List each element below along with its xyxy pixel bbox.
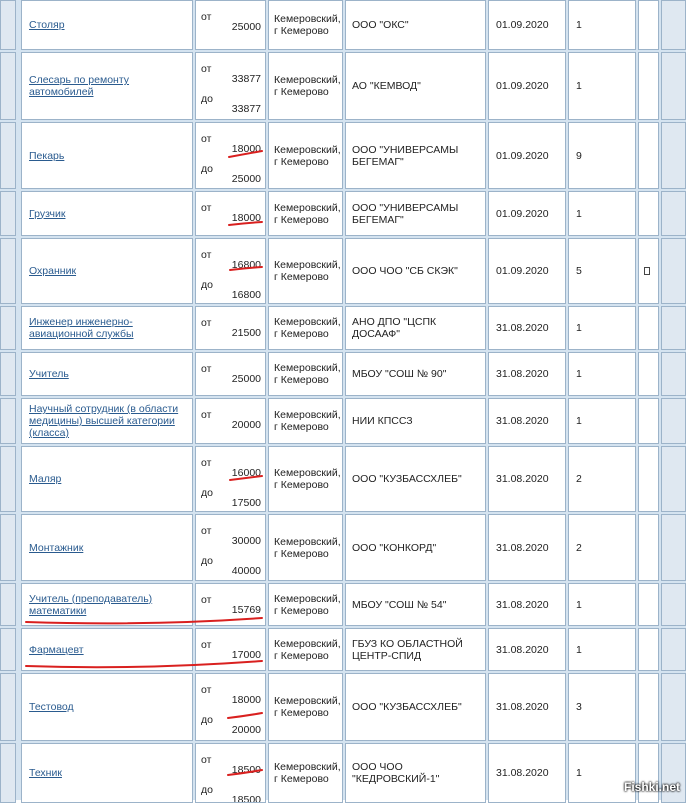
left-margin-cell: [0, 446, 16, 512]
location-cell: [268, 306, 343, 350]
date-cell: [488, 743, 566, 803]
employer-cell: [345, 743, 486, 803]
table-row: [0, 673, 686, 741]
left-margin-cell: [0, 306, 16, 350]
vacancy-count-cell: [568, 352, 636, 396]
salary-to-value: 20000: [231, 724, 261, 736]
salary-from-label: от: [201, 63, 212, 75]
vacancy-title-cell: [21, 628, 193, 671]
salary-from-value: 15769: [231, 604, 261, 616]
salary-cell: [195, 398, 266, 444]
right-margin-cell: [661, 52, 686, 120]
date-text: 31.08.2020: [496, 322, 549, 334]
employer-text: ООО "ОКС": [352, 19, 409, 31]
salary-to-value: 40000: [231, 565, 261, 577]
vacancy-count-cell: [568, 514, 636, 581]
date-cell: [488, 398, 566, 444]
employer-cell: [345, 398, 486, 444]
vacancy-count-text: 1: [576, 80, 582, 92]
employer-cell: [345, 673, 486, 741]
extra-cell: [638, 0, 659, 50]
right-margin-cell: [661, 514, 686, 581]
vacancy-count-text: 9: [576, 149, 582, 162]
salary-from-value: 18000: [231, 143, 261, 155]
salary-from-label: от: [201, 754, 212, 766]
extra-cell: [638, 122, 659, 189]
employer-text: МБОУ "СОШ № 90": [352, 368, 447, 380]
vacancy-title-wrap: [29, 208, 188, 220]
salary-from-value: 18500: [231, 764, 261, 776]
date-cell: [488, 0, 566, 50]
salary-from-value: 30000: [231, 535, 261, 547]
right-margin-cell: [661, 583, 686, 626]
location-text: Кемеровский, г Кемерово: [274, 592, 341, 617]
employer-cell: [345, 306, 486, 350]
employer-text: НИИ КПССЗ: [352, 415, 413, 427]
vacancy-title-link[interactable]: Инженер инженерно-авиационной службы: [29, 316, 134, 340]
table-row: [0, 352, 686, 396]
salary-cell: [195, 191, 266, 236]
vacancy-title-wrap: [29, 403, 188, 439]
salary-cell: [195, 0, 266, 50]
date-cell: [488, 514, 566, 581]
extra-cell: [638, 191, 659, 236]
vacancy-title-link[interactable]: Учитель (преподаватель) математики: [29, 592, 153, 617]
extra-cell: [638, 628, 659, 671]
salary-to-value: 16800: [231, 289, 261, 301]
employer-cell: [345, 352, 486, 396]
employer-cell: [345, 583, 486, 626]
left-margin-cell: [0, 673, 16, 741]
vacancy-title-link[interactable]: Пекарь: [29, 149, 65, 162]
salary-from-label: от: [201, 133, 212, 145]
vacancy-title-cell: [21, 583, 193, 626]
date-cell: [488, 52, 566, 120]
vacancy-count-cell: [568, 238, 636, 304]
location-cell: [268, 673, 343, 741]
salary-from-label: от: [201, 684, 212, 696]
vacancy-title-link[interactable]: Маляр: [29, 473, 62, 485]
employer-text: МБОУ "СОШ № 54": [352, 598, 447, 611]
vacancy-title-link[interactable]: Техник: [29, 767, 62, 779]
vacancy-count-text: 5: [576, 265, 582, 277]
vacancy-title-wrap: [29, 701, 188, 713]
salary-from-label: от: [201, 363, 212, 375]
salary-to-value: 17500: [231, 497, 261, 509]
vacancy-title-cell: [21, 191, 193, 236]
date-cell: [488, 628, 566, 671]
date-text: 01.09.2020: [496, 265, 549, 277]
vacancy-count-text: 3: [576, 701, 582, 713]
vacancy-title-wrap: [29, 316, 188, 340]
salary-to-label: до: [201, 487, 213, 499]
vacancy-title-link[interactable]: Учитель: [29, 368, 69, 380]
location-text: Кемеровский, г Кемерово: [274, 316, 341, 340]
employer-text: ООО "КОНКОРД": [352, 541, 437, 554]
vacancy-title-wrap: [29, 150, 188, 162]
left-margin-cell: [0, 628, 16, 671]
table-row: [0, 398, 686, 444]
vacancy-count-cell: [568, 191, 636, 236]
salary-cell: [195, 446, 266, 512]
table-row: [0, 52, 686, 120]
table-row: [0, 191, 686, 236]
location-text: Кемеровский, г Кемерово: [274, 13, 341, 37]
vacancy-title-link[interactable]: Научный сотрудник (в области медицины) высшей категории (класса): [29, 403, 179, 439]
extra-cell: [638, 673, 659, 741]
vacancy-count-cell: [568, 52, 636, 120]
extra-cell: [638, 52, 659, 120]
left-margin-cell: [0, 583, 16, 626]
vacancy-title-wrap: [29, 593, 188, 617]
salary-from-value: 18000: [231, 212, 261, 224]
vacancy-count-cell: [568, 0, 636, 50]
salary-from-value: 17000: [231, 649, 261, 661]
vacancy-count-text: 1: [576, 368, 582, 380]
date-cell: [488, 191, 566, 236]
vacancy-title-wrap: [29, 644, 188, 656]
vacancy-count-cell: [568, 673, 636, 741]
vacancy-count-text: 1: [576, 322, 582, 334]
location-text: Кемеровский, г Кемерово: [274, 74, 341, 98]
salary-from-label: от: [201, 457, 212, 469]
vacancy-title-cell: [21, 514, 193, 581]
salary-cell: [195, 583, 266, 626]
location-cell: [268, 514, 343, 581]
left-margin-cell: [0, 238, 16, 304]
location-text: Кемеровский, г Кемерово: [274, 362, 341, 386]
salary-from-value: 25000: [231, 373, 261, 385]
vacancy-title-cell: [21, 52, 193, 120]
vacancy-count-cell: [568, 306, 636, 350]
salary-from-label: от: [201, 202, 212, 214]
vacancy-title-wrap: [29, 74, 188, 98]
employer-text: ООО "УНИВЕРСАМЫ БЕГЕМАГ": [352, 143, 459, 168]
vacancy-title-wrap: [29, 473, 188, 485]
salary-from-value: 21500: [231, 327, 261, 339]
salary-from-value: 33877: [231, 73, 261, 85]
date-text: 31.08.2020: [496, 598, 549, 611]
vacancy-title-wrap: [29, 767, 188, 779]
salary-cell: [195, 52, 266, 120]
date-text: 31.08.2020: [496, 473, 549, 485]
date-text: 31.08.2020: [496, 415, 549, 427]
salary-to-label: до: [201, 784, 213, 796]
date-text: 31.08.2020: [496, 368, 549, 380]
vacancy-title-cell: [21, 743, 193, 803]
location-cell: [268, 743, 343, 803]
location-text: Кемеровский, г Кемерово: [274, 695, 341, 719]
salary-cell: [195, 352, 266, 396]
location-cell: [268, 238, 343, 304]
location-cell: [268, 446, 343, 512]
date-text: 01.09.2020: [496, 80, 549, 92]
vacancy-title-cell: [21, 673, 193, 741]
vacancy-title-link[interactable]: Грузчик: [29, 207, 66, 220]
salary-to-label: до: [201, 279, 213, 291]
date-cell: [488, 306, 566, 350]
vacancy-title-link[interactable]: Монтажник: [29, 541, 84, 554]
right-margin-cell: [661, 122, 686, 189]
salary-cell: [195, 306, 266, 350]
date-cell: [488, 352, 566, 396]
vacancy-count-text: 1: [576, 19, 582, 31]
vacancy-title-wrap: [29, 542, 188, 554]
salary-cell: [195, 514, 266, 581]
vacancy-title-link[interactable]: Охранник: [29, 265, 77, 277]
salary-from-value: 25000: [231, 21, 261, 33]
location-cell: [268, 352, 343, 396]
location-text: Кемеровский, г Кемерово: [274, 467, 341, 491]
location-cell: [268, 191, 343, 236]
date-cell: [488, 238, 566, 304]
table-row: [0, 514, 686, 581]
vacancy-count-text: 1: [576, 207, 582, 220]
employer-text: ГБУЗ КО ОБЛАСТНОЙ ЦЕНТР-СПИД: [352, 637, 463, 662]
vacancy-title-cell: [21, 122, 193, 189]
employer-text: ООО "КУЗБАССХЛЕБ": [352, 701, 462, 713]
vacancy-title-link[interactable]: Слесарь по ремонту автомобилей: [29, 74, 130, 98]
vacancy-title-cell: [21, 446, 193, 512]
vacancy-count-cell: [568, 743, 636, 803]
location-text: Кемеровский, г Кемерово: [274, 201, 341, 226]
employer-cell: [345, 238, 486, 304]
employer-text: ООО "УНИВЕРСАМЫ БЕГЕМАГ": [352, 201, 459, 226]
location-cell: [268, 628, 343, 671]
location-text: Кемеровский, г Кемерово: [274, 761, 341, 785]
right-margin-cell: [661, 0, 686, 50]
employer-text: ООО ЧОО "СБ СКЭК": [352, 265, 458, 277]
date-cell: [488, 446, 566, 512]
date-text: 31.08.2020: [496, 767, 549, 779]
salary-from-value: 18000: [231, 694, 261, 706]
salary-from-label: от: [201, 525, 212, 537]
location-cell: [268, 0, 343, 50]
right-margin-cell: [661, 673, 686, 741]
employer-cell: [345, 514, 486, 581]
vacancy-title-link[interactable]: Фармацевт: [29, 643, 84, 656]
location-cell: [268, 52, 343, 120]
vacancy-count-cell: [568, 122, 636, 189]
salary-to-label: до: [201, 93, 213, 105]
right-margin-cell: [661, 191, 686, 236]
date-cell: [488, 583, 566, 626]
vacancy-count-text: 1: [576, 643, 582, 656]
salary-to-label: до: [201, 555, 213, 567]
location-cell: [268, 398, 343, 444]
right-margin-cell: [661, 352, 686, 396]
salary-from-value: 16800: [231, 259, 261, 271]
salary-cell: [195, 628, 266, 671]
left-margin-cell: [0, 122, 16, 189]
left-margin-cell: [0, 398, 16, 444]
salary-to-value: 18500: [231, 794, 261, 803]
salary-to-value: 25000: [231, 173, 261, 185]
table-row: [0, 238, 686, 304]
salary-from-label: от: [201, 11, 212, 23]
date-text: 01.09.2020: [496, 19, 549, 31]
date-text: 01.09.2020: [496, 149, 549, 162]
salary-to-label: до: [201, 714, 213, 726]
salary-from-label: от: [201, 409, 212, 421]
salary-to-value: 33877: [231, 103, 261, 115]
extra-cell: [638, 352, 659, 396]
vacancy-count-cell: [568, 446, 636, 512]
vacancy-count-text: 1: [576, 415, 582, 427]
date-text: 01.09.2020: [496, 207, 549, 220]
date-text: 31.08.2020: [496, 643, 549, 656]
salary-from-value: 16000: [231, 467, 261, 479]
table-row: [0, 122, 686, 189]
salary-cell: [195, 673, 266, 741]
date-text: 31.08.2020: [496, 701, 549, 713]
salary-to-label: до: [201, 163, 213, 175]
employer-cell: [345, 0, 486, 50]
vacancy-title-cell: [21, 398, 193, 444]
vacancy-count-text: 2: [576, 541, 582, 554]
date-cell: [488, 673, 566, 741]
vacancy-title-cell: [21, 0, 193, 50]
extra-cell: [638, 743, 659, 803]
vacancy-title-wrap: [29, 368, 188, 380]
extra-cell: [638, 446, 659, 512]
extra-cell: [638, 306, 659, 350]
watermark: Fishki.net: [623, 780, 680, 794]
location-text: Кемеровский, г Кемерово: [274, 637, 341, 662]
table-row: [0, 446, 686, 512]
location-text: Кемеровский, г Кемерово: [274, 409, 341, 433]
table-row: [0, 743, 686, 803]
vacancy-count-text: 1: [576, 767, 582, 779]
employer-text: ООО ЧОО "КЕДРОВСКИЙ-1": [352, 761, 440, 785]
salary-from-label: от: [201, 594, 212, 606]
salary-cell: [195, 238, 266, 304]
left-margin-cell: [0, 52, 16, 120]
salary-cell: [195, 122, 266, 189]
vacancy-title-cell: [21, 306, 193, 350]
extra-cell: [638, 514, 659, 581]
location-cell: [268, 583, 343, 626]
salary-from-label: от: [201, 317, 212, 329]
salary-cell: [195, 743, 266, 803]
table-row: [0, 306, 686, 350]
left-margin-cell: [0, 352, 16, 396]
date-text: 31.08.2020: [496, 541, 549, 554]
extra-cell: [638, 238, 659, 304]
vacancy-title-link[interactable]: Столяр: [29, 19, 65, 31]
location-text: Кемеровский, г Кемерово: [274, 143, 341, 168]
left-margin-cell: [0, 0, 16, 50]
vacancy-count-cell: [568, 398, 636, 444]
right-margin-cell: [661, 446, 686, 512]
vacancy-count-cell: [568, 583, 636, 626]
employer-text: ООО "КУЗБАССХЛЕБ": [352, 473, 462, 485]
right-margin-cell: [661, 238, 686, 304]
employer-cell: [345, 446, 486, 512]
vacancy-title-cell: [21, 352, 193, 396]
location-text: Кемеровский, г Кемерово: [274, 259, 341, 283]
employer-text: АО "КЕМВОД": [352, 80, 421, 92]
employer-cell: [345, 122, 486, 189]
vacancy-title-wrap: [29, 19, 188, 31]
extra-cell: [638, 583, 659, 626]
left-margin-cell: [0, 514, 16, 581]
vacancy-title-cell: [21, 238, 193, 304]
employer-text: АНО ДПО "ЦСПК ДОСААФ": [352, 316, 437, 340]
table-row: [0, 583, 686, 626]
right-margin-cell: [661, 306, 686, 350]
salary-from-label: от: [201, 249, 212, 261]
table-row: [0, 0, 686, 50]
location-text: Кемеровский, г Кемерово: [274, 535, 341, 560]
vacancy-count-cell: [568, 628, 636, 671]
right-margin-cell: [661, 628, 686, 671]
vacancy-title-link[interactable]: Тестовод: [29, 701, 74, 713]
vacancy-title-wrap: [29, 265, 188, 277]
employer-cell: [345, 191, 486, 236]
date-cell: [488, 122, 566, 189]
right-margin-cell: [661, 743, 686, 803]
table-row: [0, 628, 686, 671]
extra-cell: [638, 398, 659, 444]
vacancy-count-text: 1: [576, 598, 582, 611]
left-margin-cell: [0, 191, 16, 236]
right-margin-cell: [661, 398, 686, 444]
left-margin-cell: [0, 743, 16, 803]
location-cell: [268, 122, 343, 189]
salary-from-label: от: [201, 639, 212, 651]
vacancy-count-text: 2: [576, 473, 582, 485]
employer-cell: [345, 628, 486, 671]
flag-icon[interactable]: [644, 267, 650, 275]
employer-cell: [345, 52, 486, 120]
salary-from-value: 20000: [231, 419, 261, 431]
